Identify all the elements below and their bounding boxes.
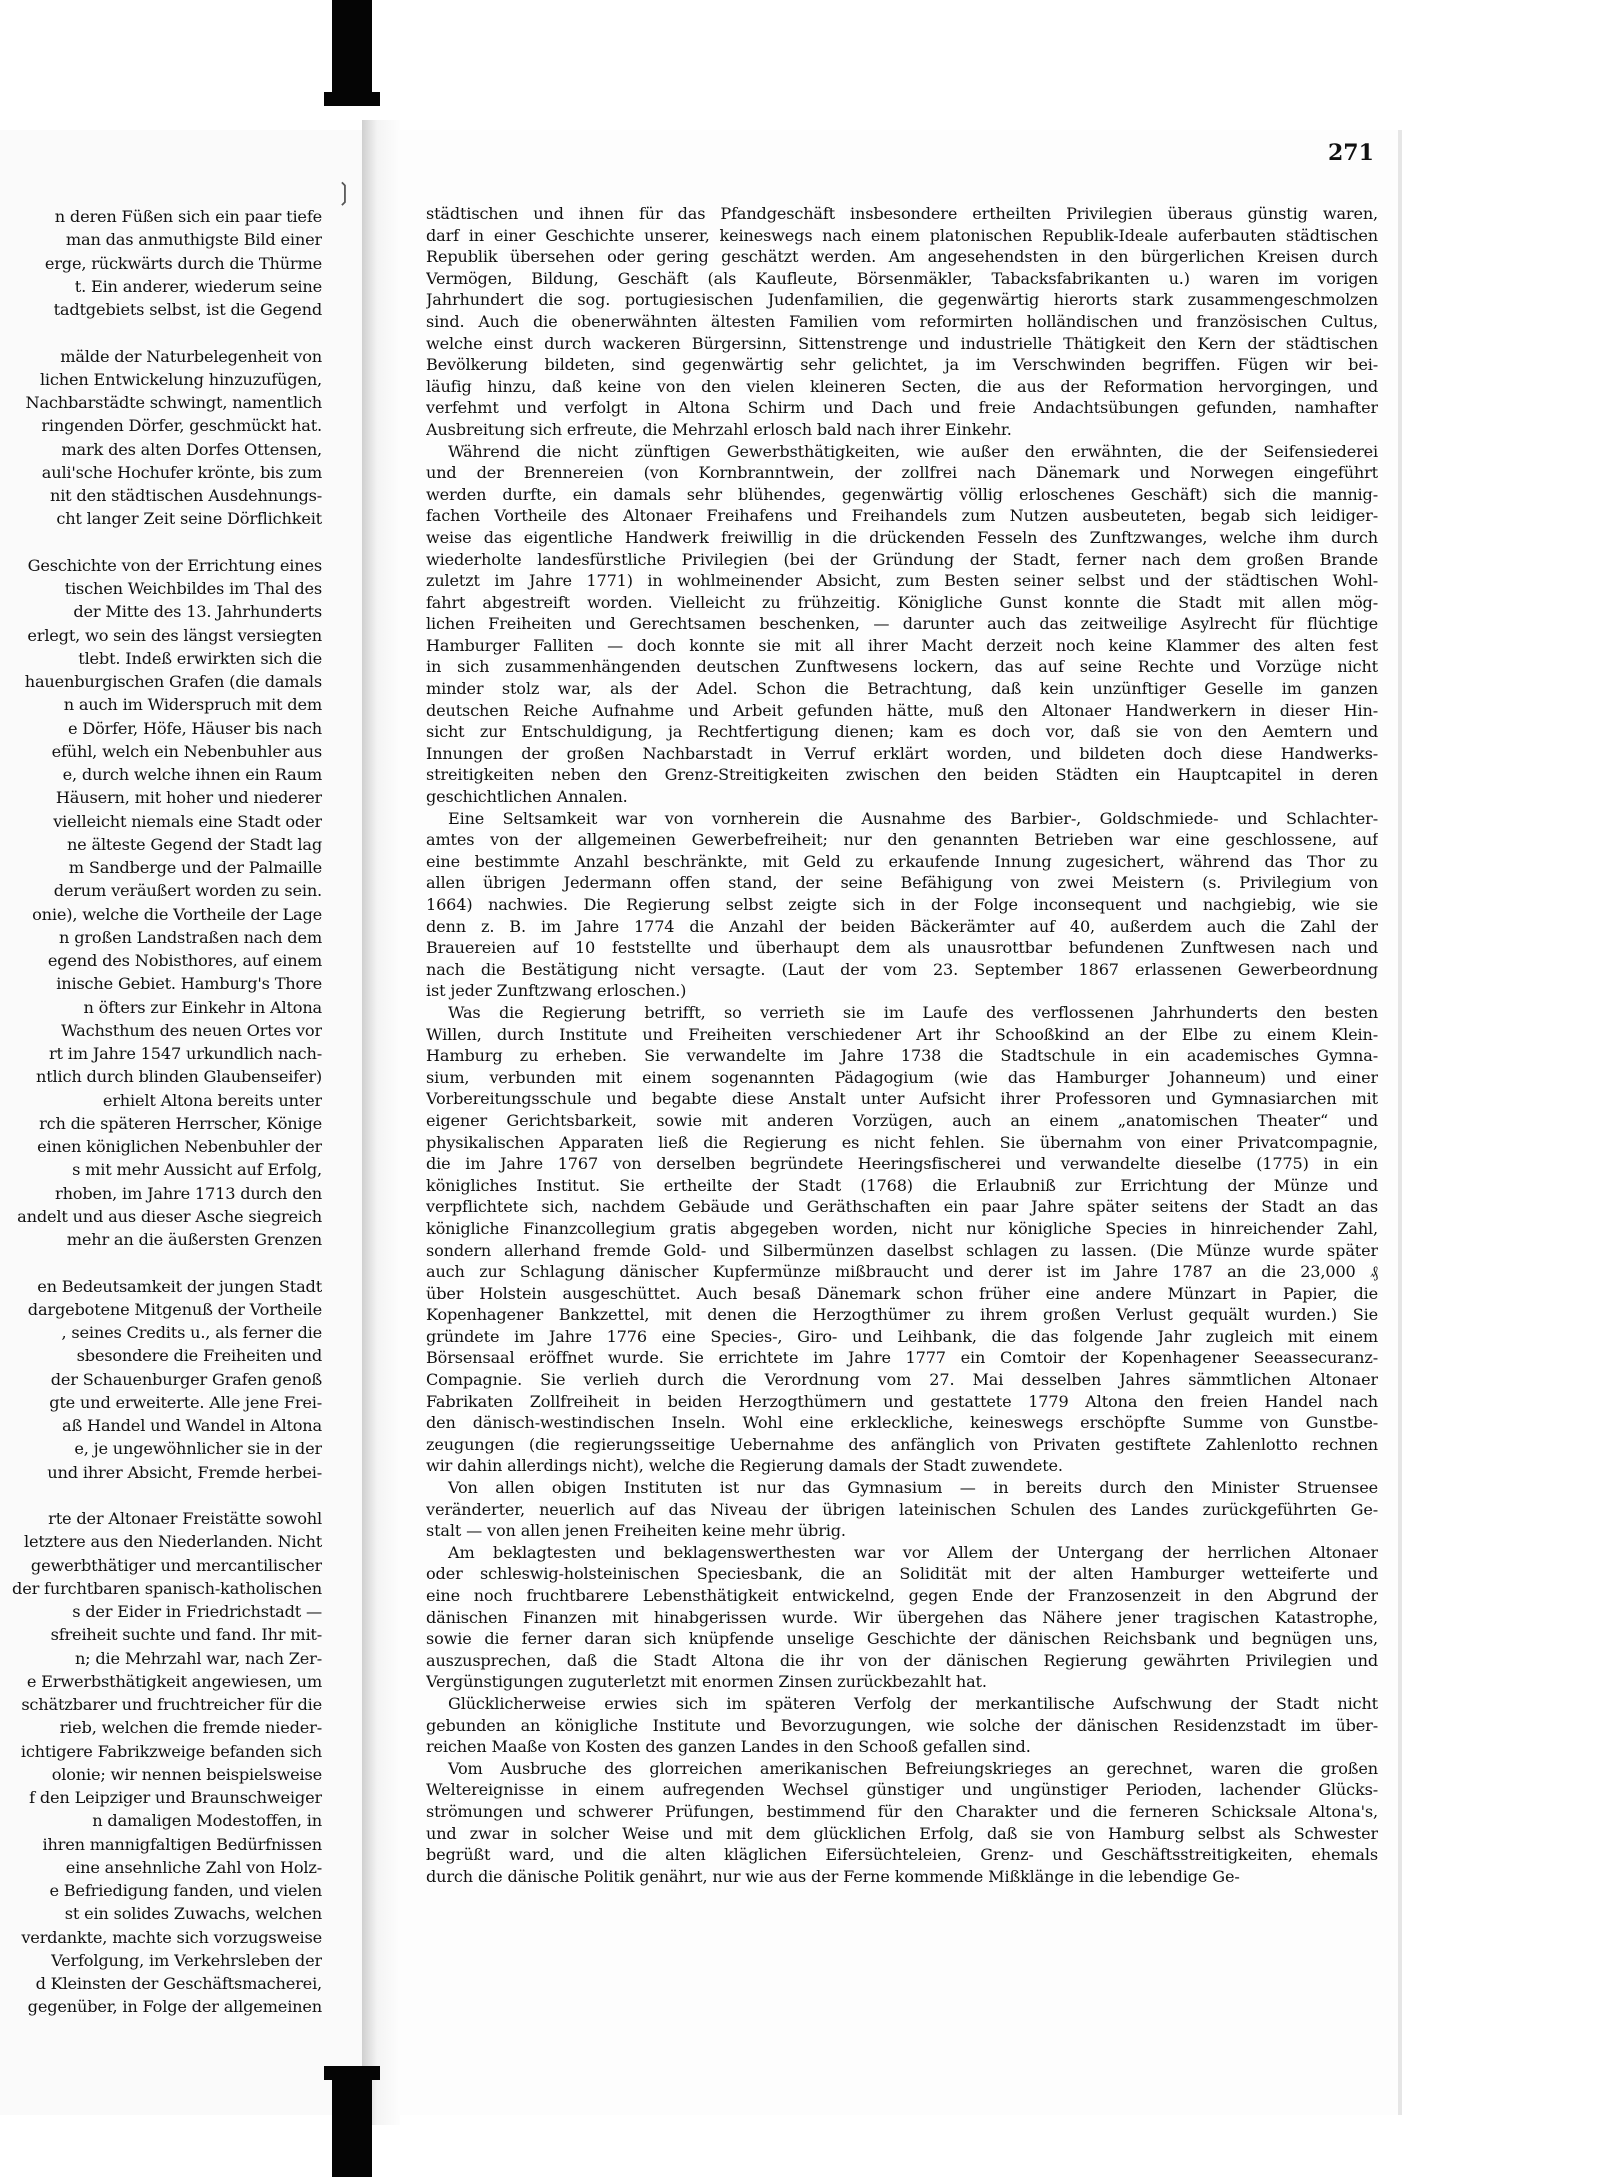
text-line: Innungen der großen Nachbarstadt in Verruf erklärt worden, und bildeten doch diese Handwerks- [426, 743, 1378, 763]
text-line: ist jeder Zunftzwang erloschen.) [426, 981, 687, 1001]
text-line [0, 1251, 322, 1274]
text-line: Jahrhundert die sog. portugiesischen Judenfamilien, die gegenwärtig hierorts stark zusammengeschmolzen [426, 290, 1378, 310]
text-line: Am beklagtesten und beklagenswerthesten war vor Allem der Untergang der herrlichen Altonaer [448, 1542, 1378, 1562]
right-text-column [426, 203, 1378, 2113]
text-line: zeugungen (die regierungsseitige Uebernahme des anfänglich von Privaten gestiftete Zahlenlotto rechnen [426, 1434, 1378, 1454]
text-line: Vergünstigungen zuguterletzt mit enormen Zinsen zurückbezahlt hat. [426, 1672, 987, 1692]
text-line: durch die dänische Politik genährt, nur wie aus der Ferne kommende Mißklänge in die lebendige Ge- [426, 1866, 1240, 1886]
text-line: tischen Weichbildes im Thal des [64, 579, 322, 598]
text-line: n auch im Widerspruch mit dem [63, 695, 322, 715]
text-line: d Kleinsten der Geschäftsmacherei, [35, 1974, 322, 1993]
text-line: rte der Altonaer Freistätte sowohl [48, 1509, 322, 1528]
text-line: wiederholte landesfürstliche Privilegien (bei der Gründung der Stadt, ferner nach dem großen Brande [426, 549, 1378, 569]
book-gutter [362, 120, 400, 2125]
binding-tape-top-edge [324, 92, 380, 106]
text-line: en Bedeutsamkeit der jungen Stadt [37, 1276, 322, 1296]
text-line: städtischen und ihnen für das Pfandgeschäft insbesondere ertheilten Privilegien überaus günstig waren, [426, 204, 1378, 223]
text-line: Während die nicht zünftigen Gewerbsthätigkeiten, wie außer den erwähnten, die der Seifensiederei [448, 441, 1378, 461]
text-line: rieb, welchen die fremde nieder- [59, 1718, 322, 1738]
text-line: eine bestimmte Anzahl beschränkte, mit Geld zu erkaufende Innung zugesichert, während das Thor zu [426, 851, 1378, 871]
binding-tape-top [332, 0, 372, 92]
text-line: erlegt, wo sein des längst versiegten [27, 625, 322, 645]
text-line: allen übrigen Jedermann offen stand, der seine Befähigung von zwei Meistern (s. Privilegium von [426, 873, 1378, 893]
text-line: andelt und aus dieser Asche siegreich [17, 1206, 322, 1226]
text-line: der furchtbaren spanisch-katholischen [12, 1578, 322, 1598]
text-line: vielleicht niemals eine Stadt oder [53, 811, 322, 831]
text-line: welche einst durch wackeren Bürgersinn, Sittenstrenge und industrielle Thätigkeit den Kern der städtischen [426, 333, 1378, 353]
text-line: olonie; wir nennen beispielsweise [51, 1764, 322, 1784]
text-line: m Sandberge und der Palmaille [68, 858, 322, 877]
text-line: amtes von der allgemeinen Gewerbefreiheit; nur den genannten Betrieben war eine geschlossene, auf [426, 830, 1378, 850]
text-line: Vermögen, Bildung, Geschäft (als Kaufleute, Börsenmäkler, Tabacksfabrikanten u.) waren im vorigen [426, 268, 1378, 288]
text-line: hauenburgischen Grafen (die damals [24, 672, 322, 691]
text-line: weise das eigentliche Handwerk freiwillig in die drückenden Fesseln des Zunftzwanges, welche ihm durch [426, 527, 1378, 547]
text-line: schätzbarer und fruchtreicher für die [21, 1695, 322, 1714]
text-line: n deren Füßen sich ein paar tiefe [54, 207, 322, 226]
text-line: eine noch fruchtbarere Lebensthätigkeit entwickelnd, gegen Ende der Franzosenzeit in den Abgrund der [426, 1586, 1378, 1605]
text-line: t. Ein anderer, wiederum seine [74, 276, 322, 296]
text-line: , seines Credits u., als ferner die [61, 1323, 322, 1342]
text-line: aß Handel und Wandel in Altona [62, 1416, 322, 1435]
text-line: die im Jahre 1767 von derselben begründete Heeringsfischerei und verwandelte dieselbe (1775) in ein [426, 1154, 1378, 1174]
text-line: auch zur Schlagung dänischer Kupfermünze mißbraucht und derer ist im Jahre 1787 an die 23,000 ₰ [426, 1262, 1378, 1282]
text-line: oder schleswig-holsteinischen Speciesbank, die an Solidität mit der alten Hamburger wetteiferte und [426, 1564, 1378, 1584]
text-line: erge, rückwärts durch die Thürme [44, 253, 322, 273]
text-line: rt im Jahre 1547 urkundlich nach- [48, 1044, 322, 1063]
text-line: werden durfte, ein damals sehr blühendes, gegenwärtig völlig erloschenes Geschäft) sich die mannig- [426, 484, 1378, 504]
text-line: Hamburg zu erheben. Sie verwandelte im Jahre 1738 die Stadtschule in ein academisches Gymna- [426, 1046, 1378, 1066]
text-line: eine ansehnliche Zahl von Holz- [65, 1857, 322, 1877]
text-line: lichen Freiheiten und Gerechtsamen beschenken, — darunter auch das zeitweilige Asylrecht für flüchtige [426, 614, 1378, 634]
text-line: rch die späteren Herrscher, Könige [39, 1113, 322, 1133]
text-line: und ihrer Absicht, Fremde herbei- [47, 1462, 322, 1482]
text-line: Brauereien auf 10 feststellte und überhaupt dem als unausrottbar befundenen Zunftwesen nach und [426, 938, 1378, 958]
text-line: sfreiheit suchte und fand. Ihr mit- [50, 1625, 322, 1645]
text-line: Wachsthum des neuen Ortes vor [61, 1020, 322, 1040]
text-line: e Dörfer, Höfe, Häuser bis nach [67, 718, 322, 738]
text-line: mark des alten Dorfes Ottensen, [61, 439, 322, 459]
text-line: Hamburger Falliten — doch konnte sie mit all ihrer Macht derzeit noch keine Klammer des alten fest [426, 635, 1378, 655]
text-line: streitigkeiten neben den Grenz-Streitigkeiten zwischen den beiden Städten ein Hauptcapitel in deren [426, 765, 1378, 785]
text-line: Vorbereitungsschule und begabte diese Anstalt unter Aufsicht ihrer Professoren und Gymnasiarchen mit [426, 1089, 1378, 1109]
text-line: reichen Maaße von Kosten des ganzen Landes in den Schooß gefallen sind. [426, 1737, 1031, 1757]
text-line: den dänisch-westindischen Inseln. Wohl eine erkleckliche, keineswegs erschöpfte Summe von Gunstbe- [426, 1413, 1378, 1433]
text-line: strömungen und schwerer Prüfungen, bestimmend für den Charakter und die ferneren Schicksale Altona's, [426, 1801, 1378, 1821]
text-line: Fabrikaten Zollfreiheit in beiden Herzogthümern und gestattete 1779 Altona den freien Handel nach [426, 1391, 1378, 1411]
page-corner-mark: ❳ [334, 178, 355, 206]
text-line: n; die Mehrzahl war, nach Zer- [74, 1648, 322, 1668]
text-line: erhielt Altona bereits unter [102, 1090, 322, 1110]
text-line: darf in einer Geschichte unserer, keineswegs nach einem platonischen Republik-Ideale auferbauten städtischen [426, 225, 1378, 245]
text-line: verfehmt und verfolgt in Altona Schirm und Dach und freie Andachtsübungen gefunden, namhafter [426, 398, 1378, 418]
text-line: Vom Ausbruche des glorreichen amerikanischen Befreiungskrieges an gerechnet, waren die großen [448, 1758, 1378, 1778]
text-line: begrüßt ward, und die alten kläglichen Eifersüchteleien, Grenz- und Geschäftsstreitigkeiten, ehemals [426, 1845, 1378, 1865]
text-line: Glücklicherweise erwies sich im späteren Verfolg der merkantilische Aufschwung der Stadt nicht [448, 1693, 1378, 1713]
text-line: Willen, durch Institute und Freiheiten verschiedener Art ihr Schooßkind an der Elbe zu einem Klein- [426, 1024, 1378, 1044]
text-line: Verfolgung, im Verkehrsleben der [51, 1950, 322, 1970]
text-line: nach die Bestätigung nicht versagte. (Laut der vom 23. September 1867 erlassenen Gewerbeordnung [426, 959, 1378, 979]
text-line: n öfters zur Einkehr in Altona [83, 997, 322, 1017]
text-line: rhoben, im Jahre 1713 durch den [55, 1183, 322, 1203]
text-line: sondern allerhand fremde Gold- und Silbermünzen daselbst schlagen zu lassen. (Die Münze wurde später [426, 1240, 1378, 1260]
text-line: minder stolz war, als der Adel. Schon die Betrachtung, daß kein unzünftiger Geselle im ganzen [426, 679, 1378, 699]
text-line: fachen Vortheile des Altonaer Freihafens und Freihandels zum Nutzen ausbeuteten, begab sich leidiger- [426, 506, 1378, 526]
text-line: gebunden an königliche Institute und Bevorzugungen, wie solche der dänischen Residenzstadt im über- [426, 1715, 1378, 1735]
text-line: sbesondere die Freiheiten und [76, 1346, 322, 1366]
text-line: auli'sche Hochufer krönte, bis zum [41, 462, 322, 482]
text-line: Geschichte von der Errichtung eines [27, 555, 322, 575]
text-line: e, je ungewöhnlicher sie in der [74, 1439, 322, 1459]
text-line: deutschen Reiche Aufnahme und Arbeit gefunden hätte, muß den Altonaer Handwerkern in dieser Hin- [426, 700, 1378, 720]
text-line: sicht zur Entschuldigung, ja Rechtfertigung dienen; kam es doch vor, daß sie von den Aemtern und [426, 722, 1378, 742]
text-line: wir dahin allerdings nicht), welche die Regierung damals der Stadt zuwendete. [426, 1456, 1063, 1476]
text-line: egend des Nobisthores, auf einem [47, 951, 322, 970]
text-line: n großen Landstraßen nach dem [59, 927, 322, 947]
text-line: s mit mehr Aussicht auf Erfolg, [72, 1160, 322, 1180]
text-line: cht langer Zeit seine Dörflichkeit [56, 509, 322, 529]
text-line: gewerbthätiger und mercantilischer [30, 1555, 322, 1575]
text-line: lichen Entwickelung hinzuzufügen, [39, 369, 322, 389]
text-line: sowie die ferner daran sich knüpfende unselige Geschichte der dänischen Reichsbank und begnügen uns, [426, 1629, 1378, 1649]
text-line: eigener Gerichtsbarkeit, sowie mit anderen Vorzügen, auch an einem „anatomischen Theater“ und [426, 1110, 1378, 1130]
text-line: und der Brennereien (von Kornbranntwein, der zollfrei nach Dänemark und Norwegen eingeführt [426, 463, 1378, 483]
binding-tape-bottom [332, 2080, 372, 2177]
text-line: man das anmuthigste Bild einer [65, 230, 322, 250]
text-line: der Schauenburger Grafen genoß [50, 1369, 322, 1389]
text-line: Eine Seltsamkeit war von vornherein die Ausnahme des Barbier-, Goldschmiede- und Schlachter- [448, 808, 1378, 828]
text-line: Von allen obigen Instituten ist nur das Gymnasium — in bereits durch den Minister Struensee [448, 1478, 1378, 1498]
text-line: sind. Auch die obenerwähnten ältesten Familien vom reformirten holländischen und französischen Cultus, [426, 311, 1378, 331]
text-line: inische Gebiet. Hamburg's Thore [56, 974, 322, 994]
text-line: ichtigere Fabrikzweige befanden sich [20, 1741, 322, 1761]
text-line: stalt — von allen jenen Freiheiten keine mehr übrig. [426, 1521, 846, 1541]
text-line [0, 531, 322, 554]
text-line: fahrt abgestreift worden. Vielleicht zu frühzeitig. Königliche Gunst konnte die Stadt mit allen mög- [426, 592, 1378, 612]
text-line: einen königlichen Nebenbuhler der [37, 1137, 322, 1156]
left-text-column [0, 205, 322, 2105]
text-line: physikalischen Apparaten ließ die Regierung es nicht fehlen. Sie übernahm von einer Privatcompagnie, [426, 1132, 1378, 1152]
text-line: letztere aus den Niederlanden. Nicht [23, 1532, 322, 1552]
page-number: 271 [1328, 140, 1374, 166]
text-line: Bevölkerung bildeten, sind gegenwärtig sehr gelichtet, ja im Verschwinden begriffen. Fügen wir bei- [426, 355, 1378, 375]
text-line: Ausbreitung sich erfreute, die Mehrzahl erlosch bald nach ihrer Einkehr. [426, 419, 1012, 439]
text-line: gründete im Jahre 1776 eine Species-, Giro- und Leihbank, die das folgende Jahr zugleich mit einem [426, 1326, 1378, 1346]
text-line: ihren mannigfaltigen Bedürfnissen [42, 1834, 322, 1854]
text-line: ne älteste Gegend der Stadt lag [66, 834, 322, 854]
text-line: gegenüber, in Folge der allgemeinen [27, 1997, 322, 2017]
text-line: ringenden Dörfer, geschmückt hat. [41, 416, 322, 436]
text-line: zuletzt im Jahre 1771) in wohlmeinender Absicht, zum Besten seiner selbst und der städtischen Wohl- [426, 571, 1378, 591]
text-line: s der Eider in Friedrichstadt — [72, 1602, 322, 1621]
text-line: e Erwerbsthätigkeit angewiesen, um [26, 1671, 322, 1691]
text-line: efühl, welch ein Nebenbuhler aus [51, 741, 322, 761]
text-line: königliches Institut. Sie ertheilte der Stadt (1768) die Erlaubniß zur Errichtung der Münze und [426, 1175, 1378, 1195]
text-line: derum veräußert worden zu sein. [53, 881, 322, 901]
text-line: der Mitte des 13. Jahrhunderts [73, 602, 322, 622]
text-line: sium, verbunden mit einem sogenannten Pädagogium (wie das Hamburger Johanneum) und einer [426, 1067, 1378, 1087]
text-line: denn z. B. im Jahre 1774 die Anzahl der beiden Bäckerämter auf 40, außerdem auch die Zahl der [426, 916, 1378, 936]
text-line: mälde der Naturbelegenheit von [60, 346, 322, 366]
text-line: auszusprechen, daß die Stadt Altona die ihr von der dänischen Regierung gewährten Privilegien und [426, 1650, 1378, 1670]
text-line: verdankte, machte sich vorzugsweise [21, 1927, 322, 1947]
text-line: Weltereignisse in einem aufregenden Wechsel günstiger und ungünstiger Perioden, lachender Glücks- [426, 1780, 1378, 1800]
text-line: n damaligen Modestoffen, in [92, 1811, 322, 1831]
text-line: onie), welche die Vortheile der Lage [32, 904, 322, 924]
text-line: dänischen Finanzen mit hinabgerissen wurde. Wir übergehen das Nähere jener tragischen Katastrophe, [426, 1607, 1378, 1627]
text-line: ntlich durch blinden Glaubenseifer) [36, 1067, 322, 1087]
text-line: nit den städtischen Ausdehnungs- [49, 486, 322, 505]
text-line: Was die Regierung betrifft, so verrieth sie im Laufe des verflossenen Jahrhunderts den besten [448, 1002, 1378, 1022]
text-line: Kopenhagener Bankzettel, mit denen die Herzogthümer zu ihrem großen Verlust gequält wurden.) Sie [426, 1305, 1378, 1325]
text-line: dargebotene Mitgenuß der Vortheile [27, 1299, 322, 1319]
text-line: e, durch welche ihnen ein Raum [62, 765, 322, 784]
text-line: e Befriedigung fanden, und vielen [49, 1881, 322, 1900]
text-line: f den Leipziger und Braunschweiger [29, 1788, 322, 1807]
text-line: Häusern, mit hoher und niederer [55, 788, 322, 808]
text-line: Republik übersehen oder gering geschätzt werden. Am angesehendsten in den bürgerlichen Kreisen durch [426, 247, 1378, 267]
text-line: und zwar in solcher Weise und mit dem glücklichen Erfolg, daß sie von Hamburg selbst als Schwester [426, 1823, 1378, 1843]
text-line: Börsensaal eröffnet wurde. Sie errichtete im Jahre 1777 ein Comtoir der Kopenhagener Seeassecuranz- [426, 1348, 1378, 1368]
text-line: königliche Finanzcollegium gratis abgegeben worden, nicht nur königliche Species in hinreichender Zahl, [426, 1218, 1378, 1238]
text-line: tadtgebiets selbst, ist die Gegend [53, 300, 322, 319]
text-line: über Holstein ausgeschüttet. Auch besaß Dänemark schon früher eine andere Münzart in Papier, die [426, 1283, 1378, 1303]
text-line: veränderter, neuerlich auf das Niveau der übrigen lateinischen Schulen des Landes zurückgeführten Ge- [426, 1499, 1378, 1519]
text-line: 1664) nachwies. Die Regierung selbst zeigte sich in der Folge inconsequent und nachgiebig, wie sie [426, 895, 1378, 914]
text-line [0, 1484, 322, 1507]
text-line: gte und erweiterte. Alle jene Frei- [49, 1392, 322, 1412]
text-line [0, 321, 322, 344]
text-line: tlebt. Indeß erwirkten sich die [78, 648, 322, 668]
text-line: verpflichtete sich, nachdem Gebäude und Geräthschaften ein paar Jahre später seitens der Stadt an das [426, 1197, 1378, 1217]
text-line: st ein solides Zuwachs, welchen [64, 1904, 322, 1924]
text-line: mehr an die äußersten Grenzen [66, 1230, 322, 1249]
text-line: Compagnie. Sie verlieh durch die Verordnung vom 27. Mai desselben Jahres sämmtlichen Altonaer [426, 1370, 1378, 1390]
text-line: Nachbarstädte schwingt, namentlich [25, 393, 322, 412]
binding-tape-bottom-edge [324, 2066, 380, 2080]
text-line: in sich zusammenhängenden deutschen Zunftwesens lockern, das auf seine Rechte und Vorzüge nicht [426, 657, 1378, 677]
text-line: läufig hinzu, daß keine von den vielen kleineren Secten, die aus der Reformation hervorgingen, und [426, 376, 1378, 396]
text-line: geschichtlichen Annalen. [426, 787, 628, 807]
